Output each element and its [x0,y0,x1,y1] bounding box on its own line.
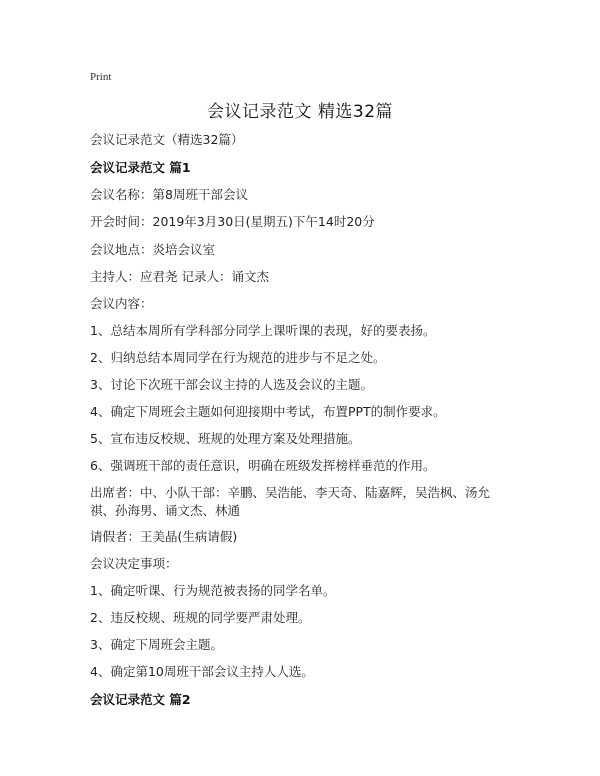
content-label: 会议内容： [90,296,153,311]
meeting-name: 会议名称：第8周班干部会议 [90,187,248,202]
content-item: 6、强调班干部的责任意识，明确在班级发挥榜样垂范的作用。 [90,458,436,473]
meeting-place: 会议地点：炎培会议室 [90,242,216,257]
host-recorder: 主持人：应君尧 记录人：诵文杰 [90,269,269,284]
decision-item: 1、确定听课、行为规范被表扬的同学名单。 [90,583,336,598]
subtitle: 会议记录范文（精选32篇） [90,132,244,147]
meeting-time: 开会时间：2019年3月30日(星期五)下午14时20分 [90,214,375,229]
decision-item: 3、确定下周班会主题。 [90,637,223,652]
document-title: 会议记录范文 精选32篇 [206,102,394,122]
section-heading: 会议记录范文 篇2 [90,692,191,707]
content-item: 3、讨论下次班干部会议主持的人选及会议的主题。 [90,377,373,392]
attendees: 出席者：中、小队干部：辛鹏、吴浩能、李天奇、陆嘉辉，吴浩枫、汤允祺、孙海男、诵文杰、林通 [90,485,491,518]
content-item: 4、确定下周班会主题如何迎接期中考试，布置PPT的制作要求。 [90,404,446,419]
section-heading: 会议记录范文 篇1 [90,160,191,175]
absent: 请假者：王美晶(生病请假) [90,529,238,544]
content-item: 5、宣布违反校规、班规的处理方案及处理措施。 [90,431,361,446]
content-item: 2、归纳总结本周同学在行为规范的进步与不足之处。 [90,350,386,365]
decision-item: 2、违反校规、班规的同学要严肃处理。 [90,610,311,625]
decisions-label: 会议决定事项： [90,556,178,571]
print-label: Print [90,71,112,83]
decision-item: 4、确定第10周班干部会议主持人人选。 [90,664,314,679]
content-item: 1、总结本周所有学科部分同学上课听课的表现，好的要表扬。 [90,323,436,338]
